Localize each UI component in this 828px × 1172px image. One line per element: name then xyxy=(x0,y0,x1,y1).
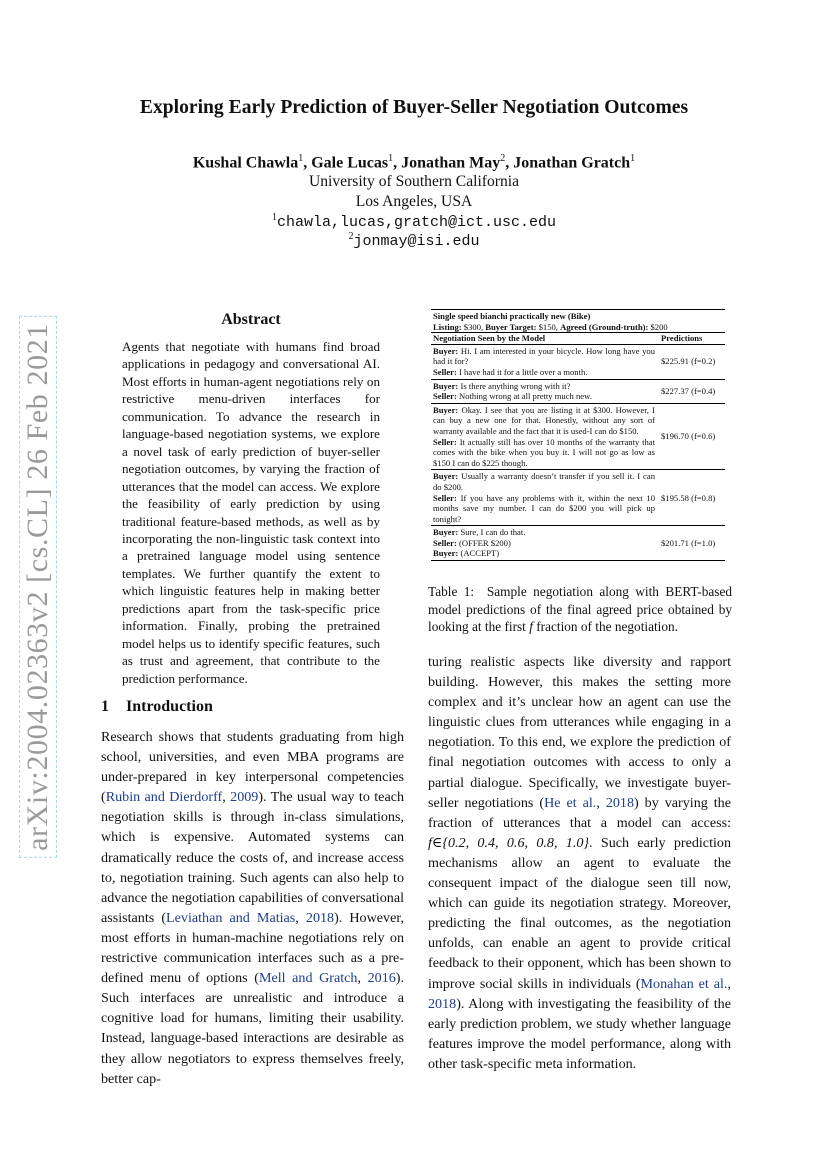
table-row xyxy=(431,345,725,380)
caption-label: Table 1: xyxy=(428,584,475,599)
meta-label: Agreed (Ground-truth): xyxy=(560,321,649,332)
column-header-negotiation: Negotiation Seen by the Model xyxy=(433,333,546,344)
speaker-label: Buyer: xyxy=(433,527,459,538)
dialogue-cell xyxy=(433,471,661,524)
author-affiliation-mark: 1 xyxy=(388,153,394,164)
utterance xyxy=(433,527,655,538)
author-name: Jonathan May xyxy=(401,154,501,172)
utterance xyxy=(433,381,655,392)
utterance-text: Sure, I can do that. xyxy=(458,527,526,538)
dialogue-cell xyxy=(433,381,661,402)
prediction-value: $196.70 xyxy=(661,431,692,442)
citation-link[interactable]: Monahan et al. xyxy=(640,975,728,992)
prediction-cell xyxy=(661,356,723,367)
table-row xyxy=(431,404,725,471)
speaker-label: Buyer: xyxy=(433,345,459,356)
citation-link[interactable]: Mell and Gratch xyxy=(258,970,358,987)
table-meta xyxy=(433,322,723,333)
body-text: ). Such interfaces are unrealistic and introduce a cognitive load for humans, limiting their usability. Instead, language-based interactions are desirable as they allow negotiators to express themselves freely, better cap- xyxy=(101,970,405,1087)
utterance-text: I have had it for a little over a month. xyxy=(456,366,588,377)
utterance xyxy=(433,346,655,367)
body-text: ) by varying the fraction of utterances that a model can access: xyxy=(428,794,731,831)
caption-text: Sample negotiation along with BERT-based model predictions of the final agreed price obtained by looking at the first xyxy=(428,584,732,635)
utterance-text: (OFFER $200) xyxy=(456,537,511,548)
utterance xyxy=(433,538,655,549)
author-name: Jonathan Gratch xyxy=(513,154,631,172)
meta-value: $200 xyxy=(648,321,668,332)
citation-link[interactable]: 2018 xyxy=(428,995,457,1012)
body-text: , xyxy=(357,970,368,987)
body-text: , xyxy=(295,909,306,926)
utterance-text: Hi. I am interested in your bicycle. How long have you had it for? xyxy=(433,345,655,367)
citation-link[interactable]: 2018 xyxy=(605,794,634,811)
affiliation-location: Los Angeles, USA xyxy=(355,193,473,210)
utterance-text: Usually a warranty doesn’t transfer if you sell it. I can do $200. xyxy=(433,471,655,492)
citation-link[interactable]: Leviathan and Matias xyxy=(166,909,296,926)
abstract-heading: Abstract xyxy=(221,311,281,328)
prediction-value: $227.37 xyxy=(661,385,692,396)
table-caption xyxy=(428,583,732,636)
table-header xyxy=(431,310,725,333)
utterance xyxy=(433,493,655,525)
utterance-text: Okay. I see that you are listing it at $300. However, I can buy a new one for that. Honestly, without any sort of warranty available and the fact that it is used-I can do $150. xyxy=(433,404,655,436)
column-header-predictions: Predictions xyxy=(661,333,703,344)
speaker-label: Seller: xyxy=(433,537,457,548)
section-title: Introduction xyxy=(126,698,213,715)
prediction-value: $195.58 xyxy=(661,492,692,503)
body-text: ). However, most efforts in human-machine negotiations rely on restrictive communication interfaces such as a pre-defined menu of options ( xyxy=(101,909,404,987)
table-title: Single speed bianchi practically new (Bike) xyxy=(433,311,591,321)
prediction-fraction: (f=0.6) xyxy=(691,431,716,442)
speaker-label: Buyer: xyxy=(433,548,459,559)
utterance-text: It actually still has over 10 months of the warranty that comes with the bike when you buy it. I will not go as low as $150 I can do $225 though. xyxy=(433,436,655,468)
utterance-text: Is there anything wrong with it? xyxy=(458,380,571,391)
dialogue-cell xyxy=(433,527,661,559)
body-text: ). Along with investigating the feasibility of the early prediction problem, we study whether language features improve the model performance, along with other task-specific meta information. xyxy=(428,995,731,1072)
prediction-cell xyxy=(661,493,723,504)
caption-variable: f xyxy=(529,619,533,635)
table-row xyxy=(431,380,725,404)
utterance-text: (ACCEPT) xyxy=(458,548,500,559)
speaker-label: Buyer: xyxy=(433,380,459,391)
utterance xyxy=(433,405,655,437)
body-text: , xyxy=(727,975,731,992)
abstract-text: Agents that negotiate with humans find broad applications in pedagogy and conversational AI. Most efforts in human-agent negotiations rely on restrictive menu-driven interfaces for communication. To advance the research in language-based negotiation systems, we explore a novel task of early prediction of buyer-seller negotiation outcomes, by varying the fraction of utterances that the model can access. We explore the feasibility of early prediction by using traditional feature-based methods, as well as by incorporating the non-linguistic task context into a pretrained language model using sentence templates. We further quantify the extent to which linguistic features help in making better predictions apart from the task-specific price information. Finally, probing the pretrained model helps us to identify specific features, such as trust and agreement, that contribute to the prediction performance. xyxy=(122,339,380,686)
prediction-cell xyxy=(661,386,723,397)
table-body xyxy=(431,345,725,561)
meta-label: Buyer Target: xyxy=(485,321,537,332)
speaker-label: Seller: xyxy=(433,391,457,402)
email-line-2: $^2$jonmay@isi.edu xyxy=(348,231,480,250)
citation-link[interactable]: 2009 xyxy=(230,789,259,806)
meta-value: $300, xyxy=(461,321,486,332)
author-name: Kushal Chawla xyxy=(192,154,299,172)
math-expression: f∈{0.2, 0.4, 0.6, 0.8, 1.0} xyxy=(428,834,590,851)
body-text: , xyxy=(596,794,606,811)
author-name: Gale Lucas xyxy=(311,154,389,172)
utterance xyxy=(433,391,655,402)
intro-right-column xyxy=(428,652,731,1074)
table-column-headers xyxy=(431,333,725,345)
citation-link[interactable]: 2018 xyxy=(305,909,335,926)
prediction-fraction: (f=0.8) xyxy=(691,492,716,503)
speaker-label: Seller: xyxy=(433,492,457,503)
prediction-fraction: (f=0.4) xyxy=(691,385,716,396)
dialogue-cell xyxy=(433,346,661,378)
affiliation-university: University of Southern California xyxy=(308,173,520,190)
table-row xyxy=(431,526,725,561)
prediction-fraction: (f=1.0) xyxy=(691,537,716,548)
body-text: turing realistic aspects like diversity and rapport building. However, this makes the setting more complex and it’s unclear how an agent can use the linguistic clues from utterances while engaging in a negotiation. To this end, we explore the prediction of final negotiation outcomes with access to only a partial dialogue. Specifically, we investigate buyer-seller negotiations ( xyxy=(428,654,731,811)
prediction-value: $201.71 xyxy=(661,537,692,548)
meta-label: Listing: xyxy=(433,321,462,332)
author-affiliation-mark: 1 xyxy=(298,153,304,164)
utterance-text: Nothing wrong at all pretty much new. xyxy=(456,391,592,402)
author-affiliation-mark: 2 xyxy=(500,153,506,164)
speaker-label: Buyer: xyxy=(433,404,459,415)
body-text: ). The usual way to teach negotiation skills is through in-class simulations, which is expensive. Automated systems can dramatically reduce the costs of, and increase access to, negotiation training. Such agents can also help to advance the negotiation capabilities of conversational assistants ( xyxy=(101,789,404,926)
arxiv-id-label[interactable]: arXiv:2004.02363v2 [cs.CL] 26 Feb 2021 xyxy=(19,316,57,858)
body-text: . Such early prediction mechanisms allow an agent to evaluate the consequent impact of the dialogue seen till now, which can guide its negotiation strategy. Moreover, predicting the final outcomes, as the negotiation unfolds, can enable an agent to provide critical feedback to their opponent, which has been shown to improve social skills in individuals ( xyxy=(428,834,731,992)
section-number: 1 xyxy=(101,698,109,715)
negotiation-table xyxy=(431,309,725,561)
body-text: , xyxy=(222,789,231,806)
prediction-value: $225.91 xyxy=(661,356,692,367)
citation-link[interactable]: He et al. xyxy=(544,794,597,811)
utterance-text: If you have any problems with it, within the next 10 months save my number. I can do $200 you will pick up tonight? xyxy=(433,492,655,524)
paper-title: Exploring Early Prediction of Buyer-Seller Negotiation Outcomes xyxy=(139,97,689,118)
citation-link[interactable]: 2016 xyxy=(367,970,396,987)
prediction-cell xyxy=(661,538,723,549)
section-heading-introduction xyxy=(101,698,213,716)
speaker-label: Buyer: xyxy=(433,471,459,482)
body-text: Research shows that students graduating from high school, universities, and even MBA programs are under-prepared in key interpersonal competencies ( xyxy=(101,729,404,806)
utterance xyxy=(433,437,655,469)
arxiv-watermark xyxy=(14,323,62,851)
intro-left-column xyxy=(101,727,404,1089)
meta-value: $150, xyxy=(536,321,561,332)
dialogue-cell xyxy=(433,405,661,469)
speaker-label: Seller: xyxy=(433,366,457,377)
prediction-cell xyxy=(661,431,723,442)
author-affiliation-mark: 1 xyxy=(630,153,636,164)
utterance xyxy=(433,548,655,559)
speaker-label: Seller: xyxy=(433,436,457,447)
utterance xyxy=(433,471,655,492)
citation-link[interactable]: Rubin and Dierdorff xyxy=(105,789,223,806)
email-line-1: $^1$chawla,lucas,gratch@ict.usc.edu xyxy=(271,212,557,231)
author-list: Kushal Chawla$^1$, Gale Lucas$^1$, Jonathan May$^2$, Jonathan Gratch$^1$ xyxy=(192,153,636,172)
caption-tail: fraction of the negotiation. xyxy=(532,619,679,635)
prediction-fraction: (f=0.2) xyxy=(691,356,716,367)
table-row xyxy=(431,470,725,526)
utterance xyxy=(433,367,655,378)
